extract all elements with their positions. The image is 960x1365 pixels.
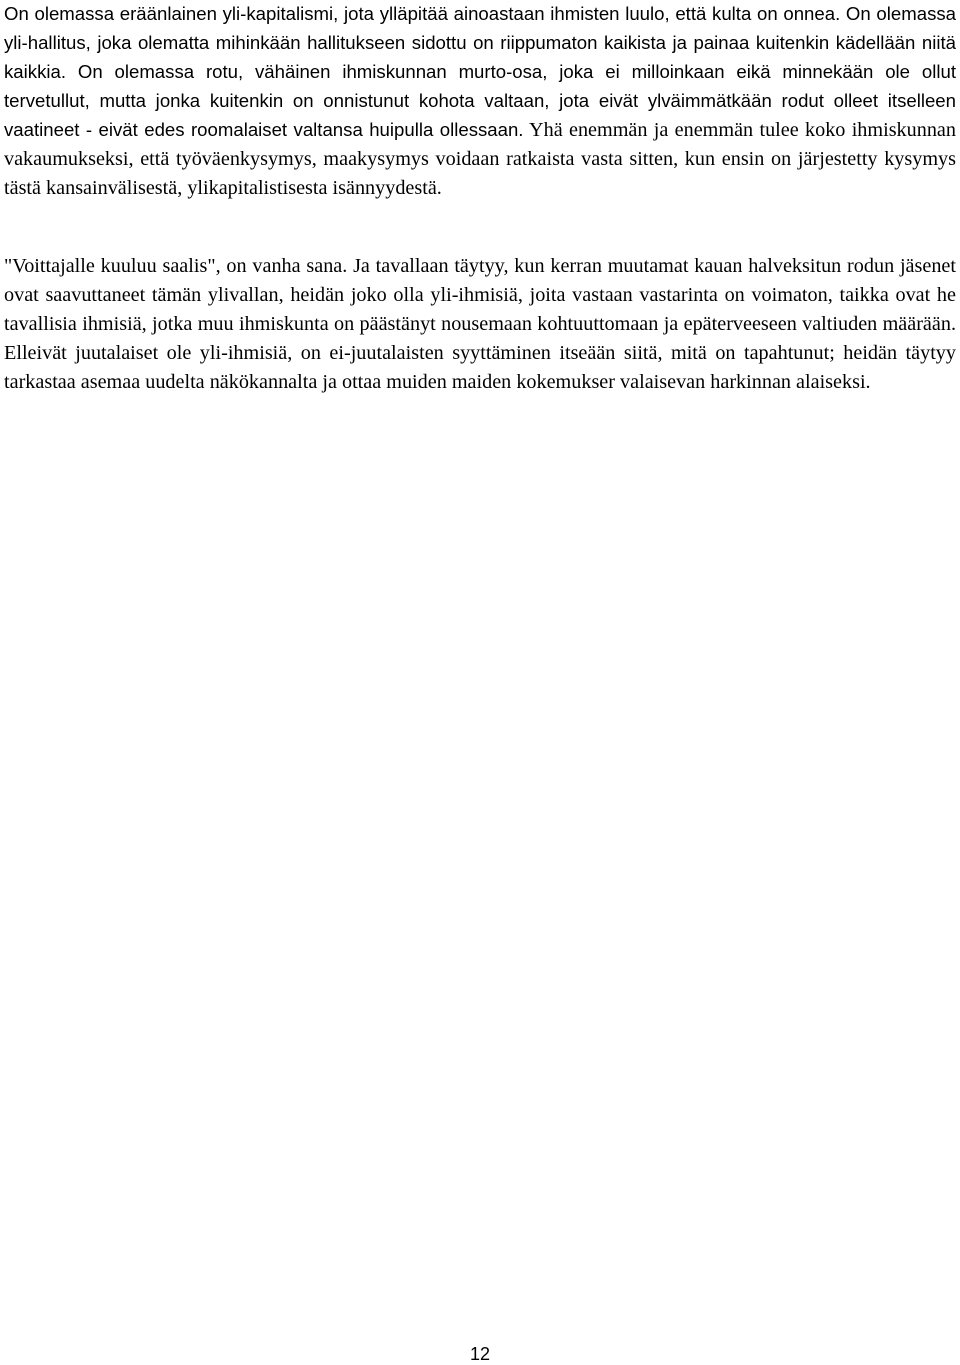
paragraph-1-serif-segment: Yhä enemmän ja enemmän tulee koko ihmiskunnan vakaumukseksi, että työväenkysymys, maakysymys voidaan ratkaista vasta sitten, kun ensin on järjestetty kysymys tästä kansainvälisestä, ylikapitalistisesta isännyydestä. bbox=[4, 119, 956, 199]
paragraph-2-serif-segment: "Voittajalle kuuluu saalis", on vanha sana. Ja tavallaan täytyy, kun kerran muutamat kauan halveksitun rodun jäsenet ovat saavuttaneet tämän ylivallan, heidän joko olla yli-ihmisiä, joita vastaan vastarinta on voimaton, taikka ovat he tavallisia ihmisiä, jotka muu ihmiskunta on päästänyt nousemaan kohtuuttomaan ja epäterveeseen valtiuden määrään. Elleivät juutalaiset ole yli-ihmisiä, on ei-juutalaisten syyttäminen itseään siitä, mitä on tapahtunut; heidän täytyy tarkastaa asemaa uudelta näkökannalta ja ottaa muiden maiden kokemukser valaisevan harkinnan alaiseksi. bbox=[4, 255, 956, 393]
paragraph-1 bbox=[4, 0, 956, 203]
paragraph-1-sans-segment: On olemassa eräänlainen yli-kapitalismi, jota ylläpitää ainoastaan ihmisten luulo, että kulta on onnea. On olemassa yli-hallitus, joka olematta mihinkään hallitukseen sidottu on riippumaton kaikista ja painaa kuitenkin kädellään niitä kaikkia. On olemassa rotu, vähäinen ihmiskunnan murto-osa, joka ei milloinkaan eikä minnekään ole ollut tervetullut, mutta jonka kuitenkin on onnistunut kohota valtaan, jota eivät ylväimmätkään rodut olleet itselleen vaatineet - eivät edes roomalaiset valtansa huipulla ollessaan. bbox=[4, 3, 956, 140]
paragraph-2 bbox=[4, 252, 956, 397]
page-number: 12 bbox=[469, 1344, 491, 1364]
